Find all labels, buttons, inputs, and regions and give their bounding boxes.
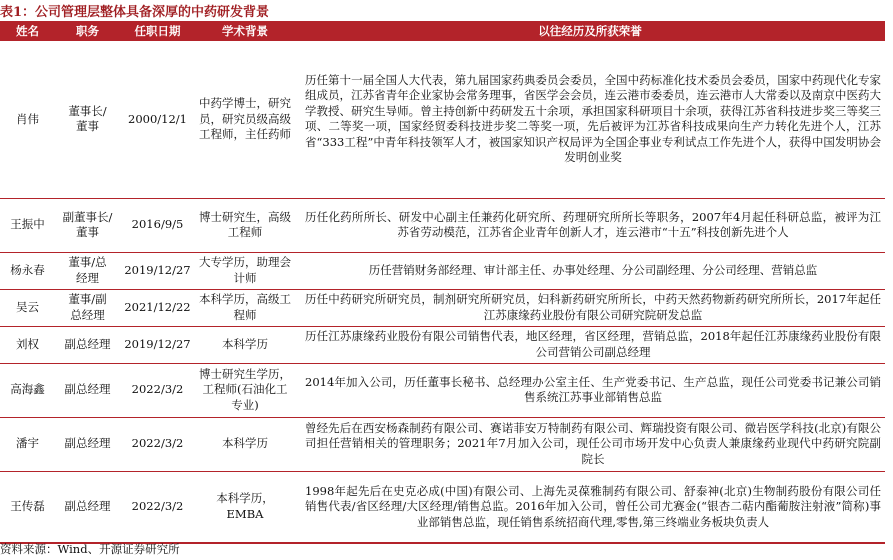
header-position: 职务 [55,21,120,41]
cell-name: 潘宇 [0,417,55,471]
table-header-row [0,21,885,41]
cell-date: 2019/12/27 [120,326,195,363]
cell-name: 王振中 [0,198,55,252]
management-table [0,21,885,544]
cell-date: 2022/3/2 [120,363,195,417]
header-name: 姓名 [0,21,55,41]
cell-name: 肖伟 [0,41,55,198]
cell-position: 副总经理 [55,471,120,543]
cell-date: 2000/12/1 [120,41,195,198]
table-title: 表1：公司管理层整体具备深厚的中药研发背景 [0,5,270,20]
cell-date: 2021/12/22 [120,289,195,326]
cell-date: 2022/3/2 [120,471,195,543]
cell-history: 1998年起先后在史克必成(中国)有限公司、上海先灵葆雅制药有限公司、舒泰神(北京)生物制药股份有限公司任销售代表/省区经理/大区经理/销售总监。2016年加入公司，曾任公司尤赛金(“银杏二萜内酯葡胺注射液”简称)事业部销售总监，现任销售系统招商代理,零售,第三终端业务板块负责人 [295,471,885,543]
cell-position: 副总经理 [55,326,120,363]
cell-name: 吴云 [0,289,55,326]
cell-background: 大专学历，助理会计师 [195,252,295,289]
source-note: 资料来源：Wind、开源证券研究所 [0,542,180,556]
table-row [0,289,885,326]
cell-history: 历任第十一届全国人大代表，第九届国家药典委员会委员，全国中药标准化技术委员会委员，国家中药现代化专家组成员，江苏省青年企业家协会常务理事，省医学会会员，连云港市委委员，连云港市人大常委以及南京中医药大学教授、研究生导师。曾主持创新中药研发五十余项，承担国家科研项目十余项，获得江苏省科技进步奖三等奖三项、二等奖一项，国家经贸委科技进步奖二等奖一项，先后被评为江苏省科技成果向生产力转化先进个人，江苏省“333工程”中青年科技领军人才，被国家知识产权局评为全国企事业专利试点工作先进个人，获得中国发明协会发明创业奖 [295,41,885,198]
cell-history: 2014年加入公司，历任董事长秘书、总经理办公室主任、生产党委书记、生产总监，现任公司党委书记兼公司销售系统江苏事业部销售总监 [295,363,885,417]
cell-history: 历任中药研究所研究员，制剂研究所研究员，妇科新药研究所所长，中药天然药物新药研究所所长，2017年起任江苏康缘药业股份有限公司研究院研发总监 [295,289,885,326]
cell-position: 董事/副总经理 [55,289,120,326]
cell-history: 曾经先后在西安杨森制药有限公司、赛诺菲安万特制药有限公司、辉瑞投资有限公司、微岩医学科技(北京)有限公司担任营销相关的管理职务；2021年7月加入公司，现任公司市场开发中心负责人兼康缘药业现代中药研究院副院长 [295,417,885,471]
table-row [0,417,885,471]
cell-position: 副董事长/董事 [55,198,120,252]
cell-background: 本科学历，EMBA [195,471,295,543]
cell-background: 本科学历，高级工程师 [195,289,295,326]
header-history: 以往经历及所获荣誉 [295,21,885,41]
cell-background: 博士研究生，高级工程师 [195,198,295,252]
cell-position: 副总经理 [55,417,120,471]
cell-name: 高海鑫 [0,363,55,417]
table-row [0,363,885,417]
cell-position: 副总经理 [55,363,120,417]
cell-date: 2019/12/27 [120,252,195,289]
cell-history: 历任化药所所长、研发中心副主任兼药化研究所、药理研究所所长等职务，2007年4月起任科研总监，被评为江苏省劳动模范，江苏省企业青年创新人才，连云港市“十五”科技创新先进个人 [295,198,885,252]
cell-background: 博士研究生学历，工程师(石油化工专业) [195,363,295,417]
cell-history: 历任江苏康缘药业股份有限公司销售代表，地区经理，省区经理，营销总监，2018年起任江苏康缘药业股份有限公司营销公司副总经理 [295,326,885,363]
table-row [0,41,885,198]
cell-background: 中药学博士，研究员，研究员级高级工程师，主任药师 [195,41,295,198]
cell-position: 董事长/董事 [55,41,120,198]
table-row [0,252,885,289]
cell-background: 本科学历 [195,417,295,471]
table-row [0,326,885,363]
header-date: 任职日期 [120,21,195,41]
cell-name: 刘权 [0,326,55,363]
cell-date: 2016/9/5 [120,198,195,252]
cell-background: 本科学历 [195,326,295,363]
table-row [0,198,885,252]
header-background: 学术背景 [195,21,295,41]
cell-history: 历任营销财务部经理、审计部主任、办事处经理、分公司副经理、分公司经理、营销总监 [295,252,885,289]
cell-name: 王传磊 [0,471,55,543]
cell-name: 杨永春 [0,252,55,289]
table-row [0,471,885,543]
cell-date: 2022/3/2 [120,417,195,471]
cell-position: 董事/总经理 [55,252,120,289]
